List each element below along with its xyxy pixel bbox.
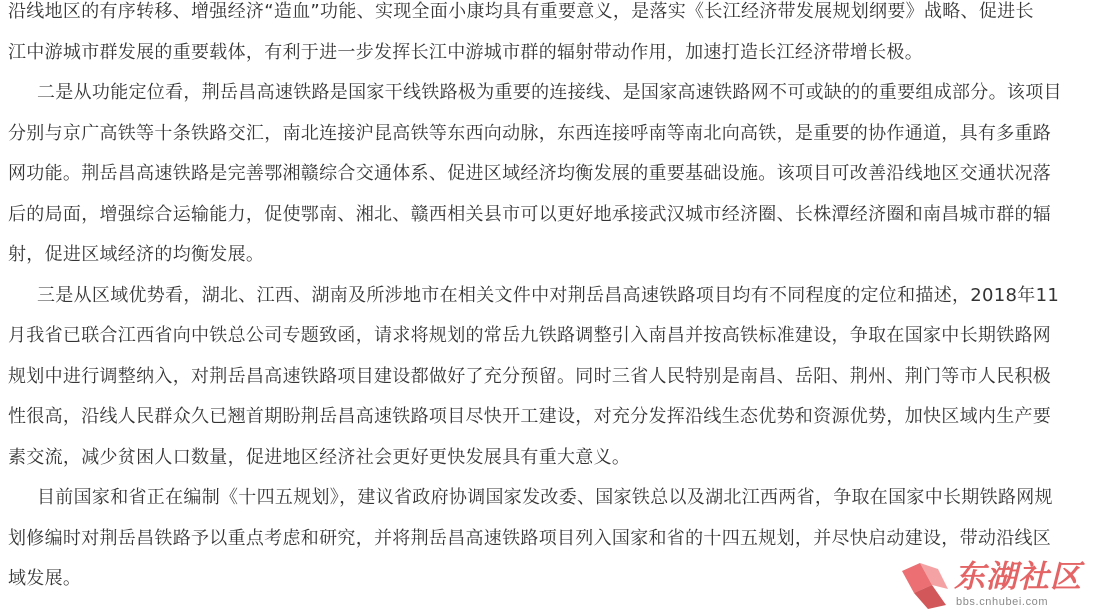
paragraph-4-line-3: 域发展。 [8,568,82,589]
paragraph-1-line-1: 沿线地区的有序转移、增强经济“造血”功能、实现全面小康均具有重要意义，是落实《长江经济带发展规划纲要》战略、促进长 [8,1,1034,22]
paragraph-2-line-3: 网功能。荆岳昌高速铁路是完善鄂湘赣综合交通体系、促进区域经济均衡发展的重要基础设施。该项目可改善沿线地区交通状况落 [8,163,1052,184]
paragraph-2-line-4: 后的局面，增强综合运输能力，促使鄂南、湘北、赣西相关县市可以更好地承接武汉城市经济圈、长株潭经济圈和南昌城市群的辐 [8,203,1052,225]
paragraph-2-line-2: 分别与京广高铁等十条铁路交汇，南北连接沪昆高铁等东西向动脉，东西连接呼南等南北向高铁，是重要的协作通道，具有多重路 [8,122,1052,144]
paragraph-4-line-2: 划修编时对荆岳昌铁路予以重点考虑和研究，并将荆岳昌高速铁路项目列入国家和省的十四五规划，并尽快启动建设，带动沿线区 [8,527,1052,549]
paragraph-3-line-5: 素交流，减少贫困人口数量，促进地区经济社会更好更快发展具有重大意义。 [8,446,631,468]
paragraph-2-line-5: 射，促进区域经济的均衡发展。 [8,244,265,265]
paragraph-3-line-2: 月我省已联合江西省向中铁总公司专题致函，请求将规划的常岳九铁路调整引入南昌并按高铁标准建设，争取在国家中长期铁路网 [8,325,1052,346]
red-folded-ribbon-logo-icon [898,559,954,611]
paragraph-4-line-1: 目前国家和省正在编制《十四五规划》，建议省政府协调国家发改委、国家铁总以及湖北江西两省，争取在国家中长期铁路网规 [37,487,1053,508]
paragraph-1-line-2: 江中游城市群发展的重要载体，有利于进一步发挥长江中游城市群的辐射带动作用，加速打造长江经济带增长极。 [8,41,923,63]
site-watermark [898,559,1088,611]
paragraph-3-line-3: 规划中进行调整纳入，对荆岳昌高速铁路项目建设都做好了充分预留。同时三省人民特别是南昌、岳阳、荆州、荆门等市人民积极 [8,365,1052,387]
paragraph-3-line-1: 三是从区域优势看，湖北、江西、湖南及所涉地市在相关文件中对荆岳昌高速铁路项目均有不同程度的定位和描述，2018年11 [37,284,1060,306]
paragraph-2-line-1: 二是从功能定位看，荆岳昌高速铁路是国家干线铁路极为重要的连接线、是国家高速铁路网不可或缺的的重要组成部分。该项目 [37,82,1062,103]
paragraph-3-line-4: 性很高，沿线人民群众久已翘首期盼荆岳昌高速铁路项目尽快开工建设，对充分发挥沿线生态优势和资源优势，加快区域内生产要 [8,406,1052,427]
watermark-title: 东湖社区 [954,559,1082,595]
watermark-url: bbs.cnhubei.com [956,596,1049,608]
article-body [8,0,1089,600]
